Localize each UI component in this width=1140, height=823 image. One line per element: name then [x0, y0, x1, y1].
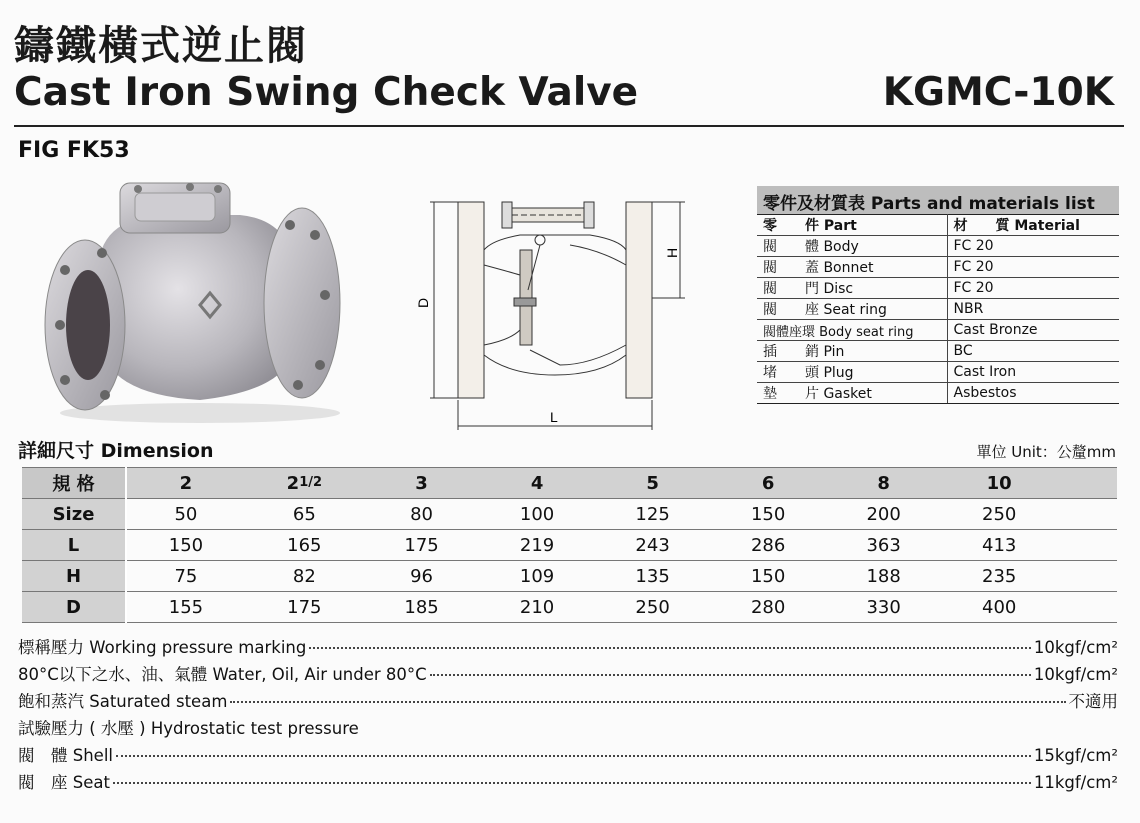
parts-row: [757, 299, 1119, 320]
title-english: Cast Iron Swing Check Valve: [14, 70, 639, 115]
model-number: KGMC-10K: [882, 70, 1114, 115]
dimension-row: [22, 561, 1117, 592]
part-name: 閥 座 Seat ring: [757, 299, 947, 320]
dimension-cell: 150: [710, 561, 826, 592]
parts-row: [757, 257, 1119, 278]
dimension-cell: 250: [941, 499, 1057, 530]
dimension-cell: 280: [710, 592, 826, 623]
spec-label: 飽和蒸汽 Saturated steam: [18, 692, 228, 711]
dimension-header-cell: 8: [826, 468, 942, 499]
parts-header-part: 零 件 Part: [757, 215, 947, 236]
spec-row: [18, 688, 1118, 715]
parts-row: [757, 362, 1119, 383]
spec-value: 10kgf/cm²: [1033, 665, 1118, 684]
dimension-row-label: Size: [22, 499, 126, 530]
parts-row: [757, 236, 1119, 257]
dimension-header-cell: [245, 468, 364, 499]
part-name: 墊 片 Gasket: [757, 383, 947, 404]
spec-row: [18, 634, 1118, 661]
spec-row: [18, 715, 1118, 742]
spec-value: 11kgf/cm²: [1033, 773, 1118, 792]
dimension-cell: 175: [364, 530, 480, 561]
dimension-title: 詳細尺寸 Dimension: [18, 440, 214, 462]
dimension-cell: 150: [126, 530, 245, 561]
dimension-row-label: D: [22, 592, 126, 623]
spec-label: 閥 座 Seat: [18, 773, 110, 792]
dimension-cell: 65: [245, 499, 364, 530]
parts-row: [757, 383, 1119, 404]
dimension-cell: 175: [245, 592, 364, 623]
dimension-cell: 109: [479, 561, 595, 592]
part-name: 閥 蓋 Bonnet: [757, 257, 947, 278]
parts-row: [757, 341, 1119, 362]
part-name: 堵 頭 Plug: [757, 362, 947, 383]
leader-dots: [430, 674, 1031, 676]
dimension-cell: 413: [941, 530, 1057, 561]
part-name: 插 銷 Pin: [757, 341, 947, 362]
dimension-cell: 330: [826, 592, 942, 623]
parts-row: [757, 320, 1119, 341]
dimension-row-label: H: [22, 561, 126, 592]
dimension-row: [22, 592, 1117, 623]
dimension-cell: 200: [826, 499, 942, 530]
leader-dots: [230, 701, 1065, 703]
dimension-header-row: [22, 468, 1117, 499]
dimension-cell: 100: [479, 499, 595, 530]
drawing-label-d: D: [415, 297, 431, 308]
dimension-cell: 219: [479, 530, 595, 561]
dimension-row-label: L: [22, 530, 126, 561]
dimension-cell: 150: [710, 499, 826, 530]
part-material: Cast Iron: [947, 362, 1119, 383]
dimension-table: [22, 467, 1117, 623]
drawing-label-l: L: [550, 409, 558, 425]
dimension-cell: 50: [126, 499, 245, 530]
valve-photo: [40, 175, 350, 425]
dimension-header-cell: 6: [710, 468, 826, 499]
dimension-header-fraction: 1/2: [299, 474, 323, 490]
part-name: 閥 體 Body: [757, 236, 947, 257]
dimension-header-cell: 4: [479, 468, 595, 499]
dimension-row: [22, 530, 1117, 561]
dimension-header-cell: 5: [595, 468, 711, 499]
dimension-cell: 400: [941, 592, 1057, 623]
parts-row: [757, 278, 1119, 299]
dimension-row: [22, 499, 1117, 530]
spec-row: [18, 769, 1118, 796]
spec-value: 10kgf/cm²: [1033, 638, 1118, 657]
dimension-cell: 80: [364, 499, 480, 530]
title-chinese: 鑄鐵橫式逆止閥: [14, 23, 308, 69]
dimension-header-whole: 2: [286, 472, 300, 494]
title-rule: [14, 125, 1124, 127]
dimension-cell: 235: [941, 561, 1057, 592]
dimension-cell: 125: [595, 499, 711, 530]
spec-label: 標稱壓力 Working pressure marking: [18, 638, 307, 657]
valve-section-drawing: [410, 180, 700, 435]
dimension-cell: 165: [245, 530, 364, 561]
dimension-cell: 135: [595, 561, 711, 592]
pressure-specs: [18, 634, 1118, 796]
spec-label: 80°C以下之水、油、氣體 Water, Oil, Air under 80°C: [18, 665, 427, 684]
dimension-header-cell: 3: [364, 468, 480, 499]
dimension-cell: 243: [595, 530, 711, 561]
parts-materials-table: [757, 186, 1119, 404]
part-material: FC 20: [947, 278, 1119, 299]
dimension-header-cell: 10: [941, 468, 1057, 499]
spec-row: [18, 661, 1118, 688]
unit-label: 單位 Unit：公釐mm: [976, 443, 1116, 461]
figure-number: FIG FK53: [18, 138, 130, 163]
part-material: NBR: [947, 299, 1119, 320]
part-material: Cast Bronze: [947, 320, 1119, 341]
dimension-cell: 210: [479, 592, 595, 623]
part-material: BC: [947, 341, 1119, 362]
dimension-header-cell: 2: [126, 468, 245, 499]
spec-value: 不適用: [1068, 692, 1118, 711]
leader-dots: [309, 647, 1031, 649]
part-name: 閥體座環 Body seat ring: [757, 320, 947, 341]
dimension-cell: 96: [364, 561, 480, 592]
spec-value: 15kgf/cm²: [1033, 746, 1118, 765]
dimension-cell: 188: [826, 561, 942, 592]
dimension-header-label: 規 格: [22, 468, 126, 499]
dimension-cell: 363: [826, 530, 942, 561]
spec-label: 閥 體 Shell: [18, 746, 113, 765]
dimension-cell: 185: [364, 592, 480, 623]
dimension-cell: 286: [710, 530, 826, 561]
part-material: Asbestos: [947, 383, 1119, 404]
parts-header-material: 材 質 Material: [947, 215, 1119, 236]
drawing-label-h: H: [664, 247, 680, 258]
dimension-cell: 82: [245, 561, 364, 592]
spec-label: 試驗壓力 ( 水壓 ) Hydrostatic test pressure: [18, 719, 359, 738]
part-material: FC 20: [947, 257, 1119, 278]
dimension-cell: 250: [595, 592, 711, 623]
dimension-cell: 75: [126, 561, 245, 592]
leader-dots: [116, 755, 1031, 757]
spec-row: [18, 742, 1118, 769]
part-name: 閥 門 Disc: [757, 278, 947, 299]
part-material: FC 20: [947, 236, 1119, 257]
dimension-cell: 155: [126, 592, 245, 623]
parts-table-title: 零件及材質表 Parts and materials list: [757, 186, 1119, 214]
leader-dots: [113, 782, 1031, 784]
